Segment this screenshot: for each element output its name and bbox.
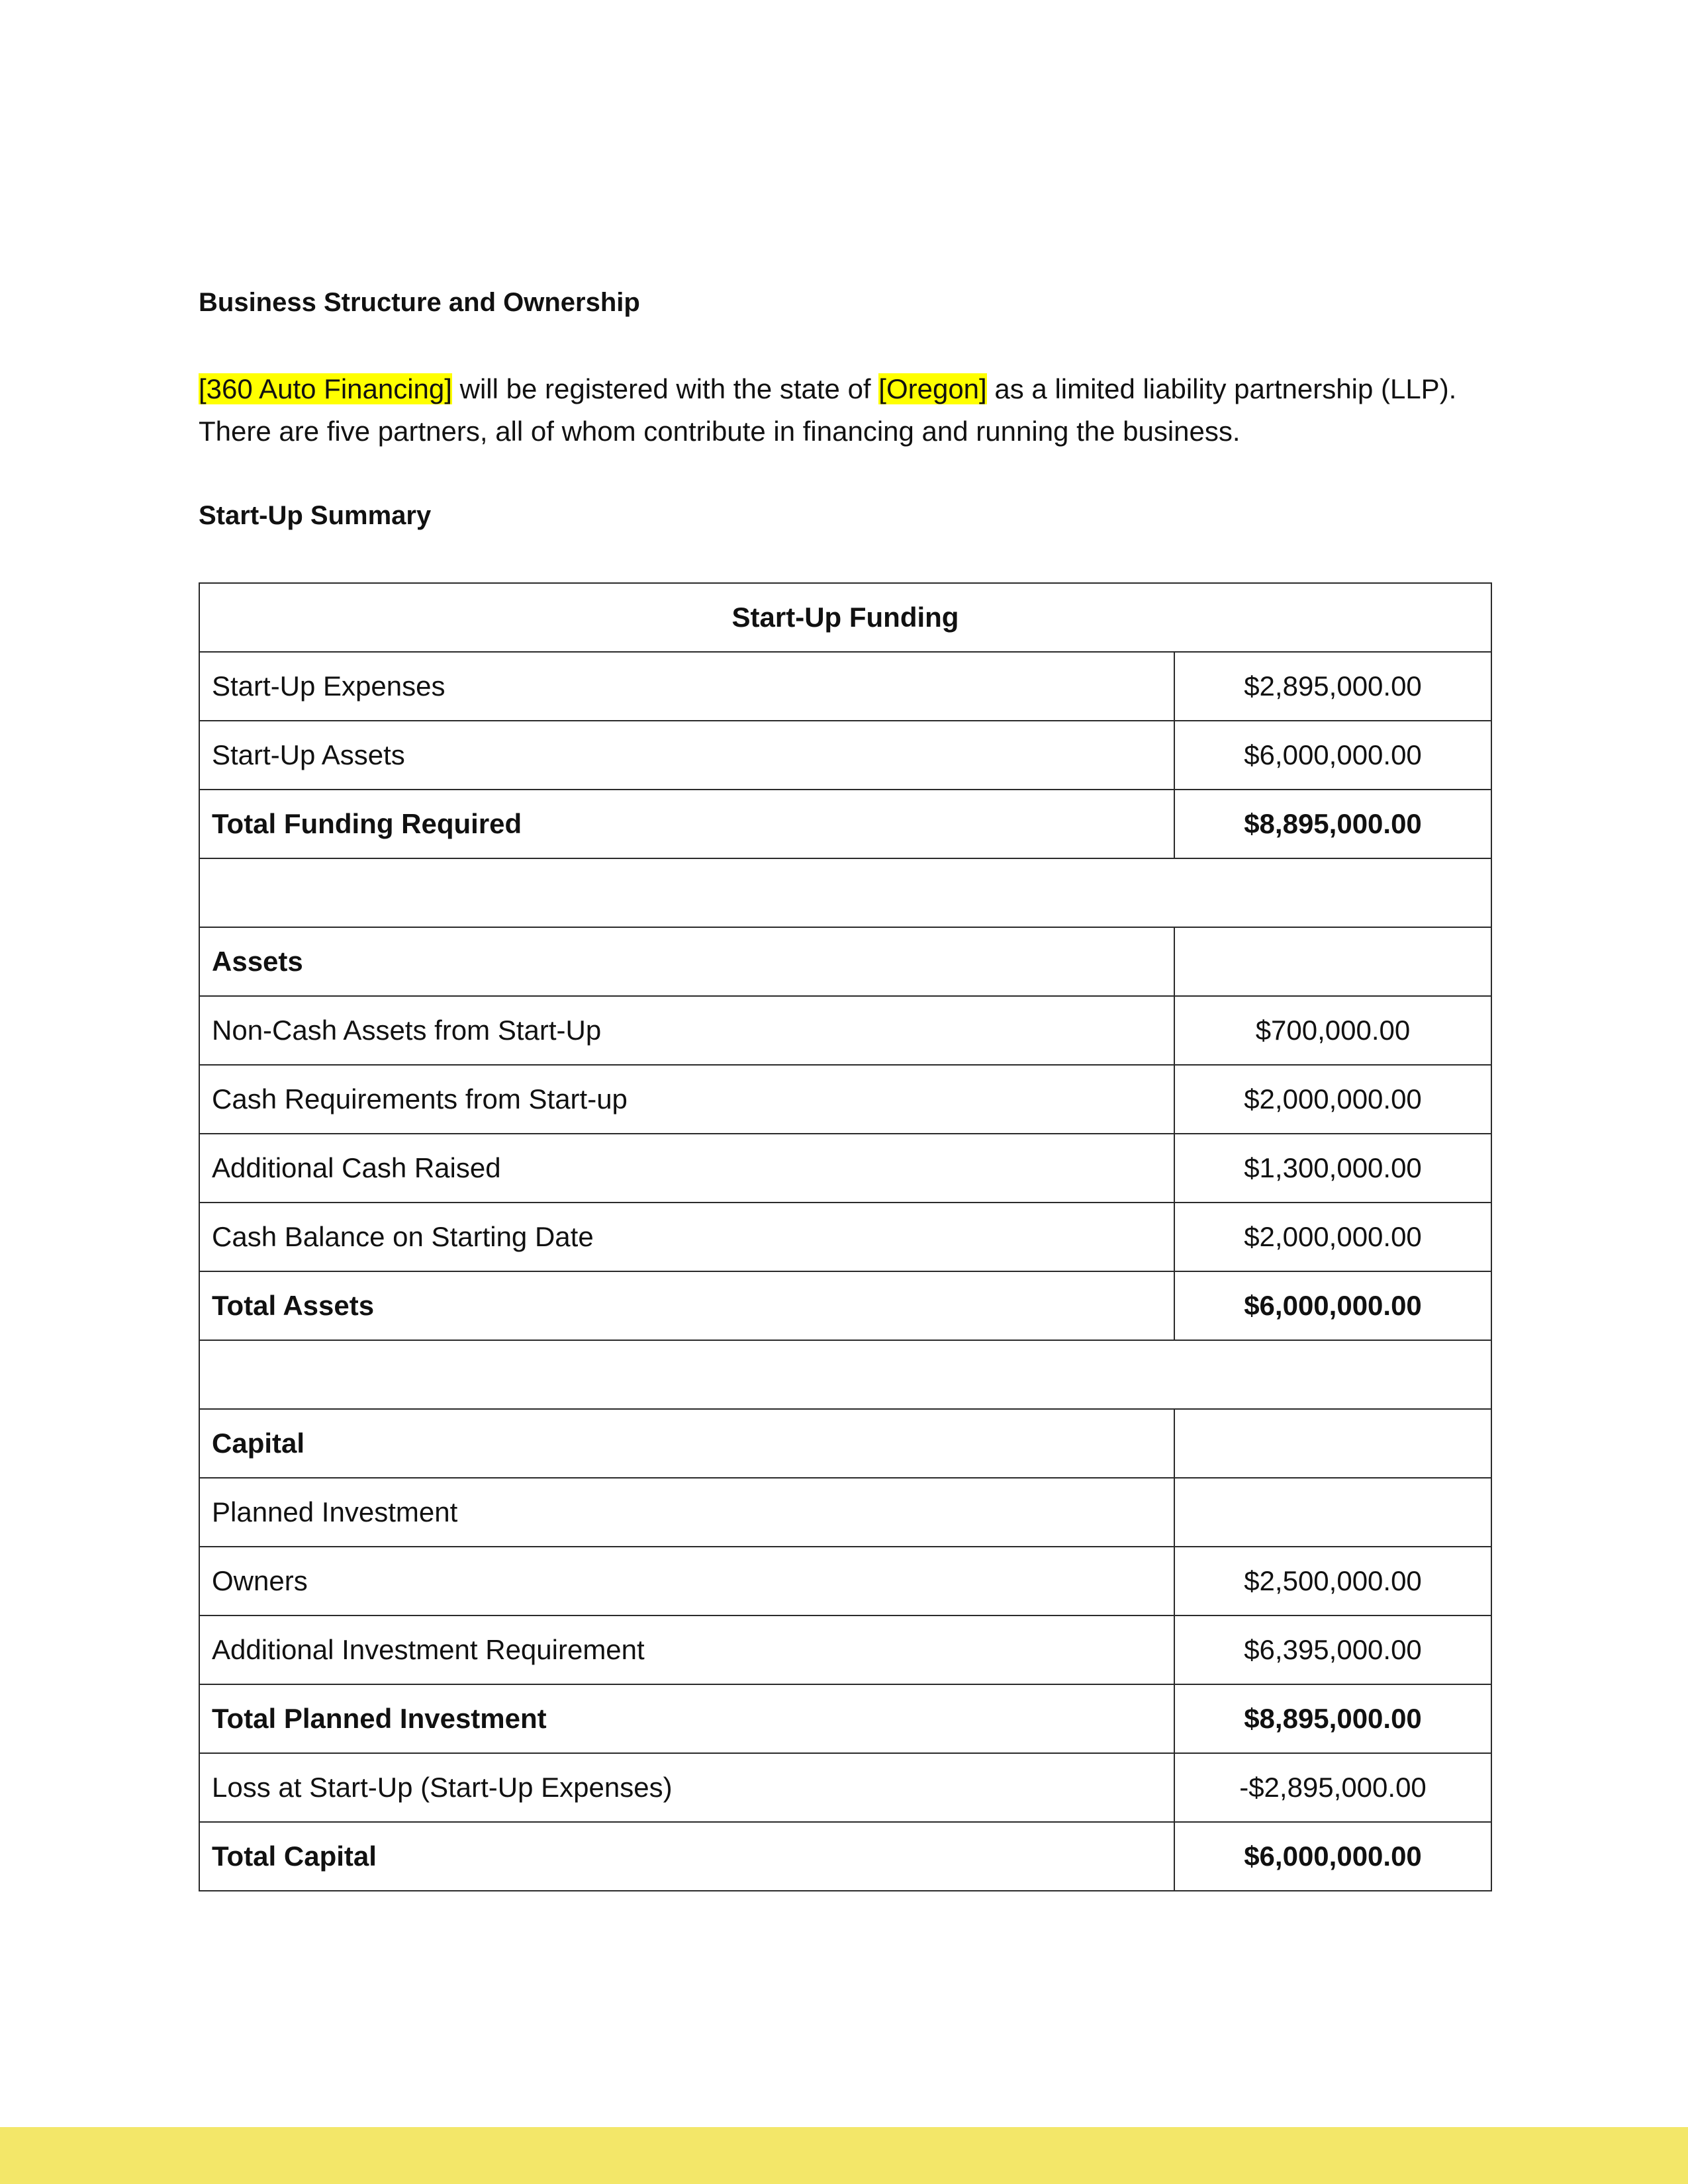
row-label: Cash Balance on Starting Date [199,1203,1174,1271]
table-section-row [199,1409,1491,1478]
row-label: Additional Cash Raised [199,1134,1174,1203]
row-value: $2,000,000.00 [1174,1203,1491,1271]
company-name-placeholder: [360 Auto Financing] [199,373,452,404]
table-title: Start-Up Funding [199,583,1491,652]
section-heading-business-structure: Business Structure and Ownership [199,288,640,317]
paragraph-text-2: as a limited liability partnership (LLP). [986,373,1457,404]
row-label: Loss at Start-Up (Start-Up Expenses) [199,1753,1174,1822]
table-row [199,1547,1491,1615]
row-label: Total Funding Required [199,790,1174,858]
table-row [199,1753,1491,1822]
row-label: Owners [199,1547,1174,1615]
table-row-total [199,1684,1491,1753]
row-value: $8,895,000.00 [1174,790,1491,858]
table-row [199,1203,1491,1271]
row-label: Start-Up Assets [199,721,1174,790]
footer-accent-bar [0,2127,1688,2184]
table-spacer-row [199,1340,1491,1409]
paragraph-text-1: will be registered with the state of [451,373,879,404]
table-row [199,1478,1491,1547]
startup-funding-table [199,582,1492,1891]
table-row [199,996,1491,1065]
row-label: Non-Cash Assets from Start-Up [199,996,1174,1065]
section-heading-startup-summary: Start-Up Summary [199,501,432,530]
row-label: Total Planned Investment [199,1684,1174,1753]
row-value: $6,000,000.00 [1174,1822,1491,1891]
table-row-total [199,790,1491,858]
row-value: $2,000,000.00 [1174,1065,1491,1134]
table-title-row [199,583,1491,652]
paragraph-line-1 [199,368,1491,410]
row-value: $6,000,000.00 [1174,721,1491,790]
row-value [1174,1409,1491,1478]
row-value: $2,500,000.00 [1174,1547,1491,1615]
row-value [1174,1478,1491,1547]
table-row [199,1065,1491,1134]
ownership-paragraph [199,368,1491,453]
row-value: $6,395,000.00 [1174,1615,1491,1684]
spacer-cell [199,1340,1491,1409]
row-value: $6,000,000.00 [1174,1271,1491,1340]
paragraph-line-2: There are five partners, all of whom contribute in financing and running the business. [199,416,1241,447]
table-row [199,652,1491,721]
row-value: -$2,895,000.00 [1174,1753,1491,1822]
table-row-total [199,1822,1491,1891]
table-row [199,1615,1491,1684]
row-label: Cash Requirements from Start-up [199,1065,1174,1134]
table-spacer-row [199,858,1491,927]
section-label: Assets [199,927,1174,996]
row-label: Total Assets [199,1271,1174,1340]
row-label: Additional Investment Requirement [199,1615,1174,1684]
row-value [1174,927,1491,996]
table-row [199,1134,1491,1203]
row-value: $8,895,000.00 [1174,1684,1491,1753]
row-value: $1,300,000.00 [1174,1134,1491,1203]
section-label: Capital [199,1409,1174,1478]
spacer-cell [199,858,1491,927]
row-value: $2,895,000.00 [1174,652,1491,721]
row-label: Planned Investment [199,1478,1174,1547]
table-row-total [199,1271,1491,1340]
state-placeholder: [Oregon] [878,373,987,404]
row-label: Total Capital [199,1822,1174,1891]
table-row [199,721,1491,790]
table-section-row [199,927,1491,996]
row-label: Start-Up Expenses [199,652,1174,721]
row-value: $700,000.00 [1174,996,1491,1065]
